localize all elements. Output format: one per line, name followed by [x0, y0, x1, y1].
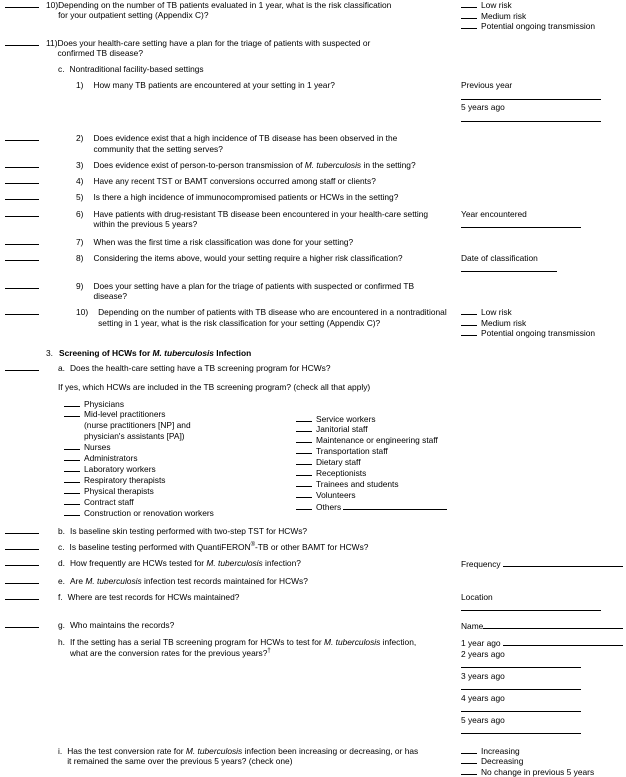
checkitem-service-workers[interactable] [296, 414, 626, 425]
answer-blank[interactable] [0, 281, 46, 291]
option-label: Potential ongoing transmission [481, 21, 596, 31]
organism-name: M. tuberculosis [85, 575, 142, 586]
answer-3-years-ago[interactable] [461, 671, 626, 693]
section-title [53, 348, 461, 358]
answer-5-years-ago[interactable] [461, 715, 626, 737]
checkbox-line[interactable] [461, 328, 477, 336]
answer-blank[interactable] [0, 542, 46, 552]
checkbox-line[interactable] [64, 475, 80, 483]
question-text [83, 281, 461, 302]
checkitem-construction-or-renovation-workers[interactable] [64, 508, 296, 519]
answer-blank[interactable] [0, 592, 46, 602]
question-text [65, 637, 461, 658]
checkitem-others[interactable] [296, 501, 626, 513]
answer-5-years-ago[interactable] [461, 102, 626, 124]
answer-line[interactable] [503, 558, 623, 567]
checkbox-line[interactable] [64, 399, 80, 407]
question-row [0, 307, 626, 339]
answer-blank[interactable] [0, 209, 46, 219]
option-potential-ongoing-transmission[interactable] [461, 21, 626, 32]
question-letter: g. [58, 619, 65, 630]
question-text [83, 160, 461, 170]
question-number: 1) [76, 80, 84, 91]
answer-date-of-classification[interactable] [461, 253, 626, 275]
answer-label: Year encountered [461, 208, 527, 219]
subsection-heading-c [0, 64, 626, 74]
blank-line[interactable] [5, 576, 39, 584]
option-potential-ongoing-transmission[interactable] [461, 328, 626, 339]
checkbox-line[interactable] [296, 457, 312, 465]
checkbox-line[interactable] [296, 490, 312, 498]
checkitem-transportation-staff[interactable] [296, 446, 626, 457]
option-label: Increasing [481, 745, 520, 756]
checkbox-line[interactable] [64, 464, 80, 472]
question-text-line2: it remained the same over the previous 5 years? (check one) [67, 756, 293, 767]
question-text-line2: what are the conversion rates for the previous years? [70, 647, 268, 658]
option-label: Medium risk [481, 317, 527, 328]
question-text-line2: confirmed TB disease? [57, 47, 143, 58]
blank-line[interactable] [5, 253, 39, 261]
no-blank [0, 348, 46, 358]
question-number: 9) [76, 280, 84, 291]
checkbox-line[interactable] [461, 767, 477, 775]
answer-label: Location [461, 591, 493, 602]
answer-blank[interactable] [0, 307, 46, 317]
answer-label: 2 years ago [461, 648, 505, 659]
option-decreasing[interactable] [461, 756, 626, 767]
answer-year-encountered[interactable] [461, 209, 626, 231]
checkbox-line[interactable] [296, 479, 312, 487]
question-row [0, 637, 626, 737]
question-row [0, 620, 626, 632]
answer-blank[interactable] [0, 526, 46, 536]
question-number: 10) [76, 307, 89, 318]
checkitem-volunteers[interactable] [296, 490, 626, 501]
checkbox-line[interactable] [296, 424, 312, 432]
question-letter: e. [58, 575, 65, 586]
question-row [0, 192, 626, 202]
question-text: When was the first time a risk classification was done for your setting? [93, 236, 354, 247]
checkitem-label: Respiratory therapists [84, 474, 166, 485]
answer-line[interactable] [503, 637, 623, 646]
checkbox-line[interactable] [296, 502, 312, 510]
answer-line[interactable] [461, 659, 581, 668]
checkitem-laboratory-workers[interactable] [64, 464, 296, 475]
question-text: Is there a high incidence of immunocompromised patients or HCWs in the setting? [93, 192, 399, 203]
question-row [0, 38, 626, 59]
blank-line[interactable] [5, 237, 39, 245]
answer-2-years-ago[interactable] [461, 649, 626, 671]
question-text [58, 0, 461, 21]
organism-name: M. tuberculosis [324, 637, 381, 648]
checkitem-label: Laboratory workers [84, 464, 156, 475]
checkitem-label: Physical therapists [84, 485, 154, 496]
question-number: 11) [46, 37, 58, 48]
checkbox-line[interactable] [461, 307, 477, 315]
blank-line[interactable] [5, 176, 39, 184]
option-low-risk[interactable] [461, 0, 626, 11]
footnote-marker: † [267, 647, 271, 654]
option-label: Low risk [481, 0, 512, 10]
question-text-part: Does evidence exist of person-to-person transmission of [93, 159, 305, 170]
checkbox-line[interactable] [296, 446, 312, 454]
question-text-part: infection been increasing or decreasing, or has [242, 745, 419, 756]
blank-line[interactable] [5, 133, 39, 141]
hcw-checklist-column-2 [296, 399, 626, 519]
answer-label: Name [461, 620, 484, 631]
answer-blank[interactable] [0, 38, 46, 48]
answer-line[interactable] [461, 602, 601, 611]
checkitem-mid-level-practitioners[interactable]: Mid-level practitioners (nurse practitioners [NP] and physician's assistants [PA]) [64, 409, 296, 442]
checkitem-label: Maintenance or engineering staff [316, 435, 438, 446]
others-answer-line[interactable] [343, 501, 447, 510]
blank-line[interactable] [5, 542, 39, 550]
answer-options [461, 307, 626, 339]
option-increasing[interactable] [461, 746, 626, 757]
checkbox-line[interactable] [461, 0, 477, 8]
question-text-line1: Have patients with drug-resistant TB disease been encountered in your health-care setting [93, 208, 429, 219]
question-row [0, 576, 626, 586]
question-text: Considering the items above, would your setting require a higher risk classification? [93, 252, 403, 263]
checkitem-label: Contract staff [84, 496, 134, 507]
question-text-line2: within the previous 5 years? [93, 218, 198, 229]
question-text-line1: Does your health-care setting have a plan for the triage of patients with suspected or [57, 37, 371, 48]
question-text [83, 133, 461, 154]
checkbox-line[interactable] [461, 756, 477, 764]
organism-name: M. tuberculosis [152, 347, 214, 358]
question-letter: d. [58, 558, 65, 569]
option-no-change[interactable] [461, 767, 626, 777]
question-text-part: Is baseline testing performed with QuantiFERON [69, 541, 251, 552]
question-letter: i. [58, 745, 63, 756]
question-text-part: Has the test conversion rate for [67, 745, 186, 756]
answer-blank[interactable] [0, 160, 46, 170]
question-text-line2: setting in 1 year, what is the risk classification for your setting (Appendix C)? [98, 317, 381, 328]
section-title-part: Infection [213, 347, 252, 358]
section-title-part: Screening of HCWs for [59, 347, 153, 358]
question-number: 10) [46, 0, 59, 10]
hcw-checklist [0, 399, 626, 519]
registered-mark: ® [250, 542, 256, 549]
answer-blank[interactable] [0, 576, 46, 586]
question-text-line1: Does evidence exist that a high incidence of TB disease has been observed in the [93, 133, 398, 144]
followup-text: If yes, which HCWs are included in the TB screening program? (check all that apply) [58, 382, 371, 393]
checkitem-trainees-and-students[interactable] [296, 479, 626, 490]
answer-label: Frequency [461, 559, 501, 570]
option-label: Low risk [481, 307, 512, 318]
blank-line[interactable] [5, 209, 39, 217]
question-text: Have any recent TST or BAMT conversions occurred among staff or clients? [93, 176, 376, 186]
checkitem-label: Transportation staff [316, 446, 388, 457]
answer-line[interactable] [461, 219, 581, 228]
question-letter: f. [58, 591, 63, 602]
organism-name: M. tuberculosis [206, 558, 263, 569]
blank-line[interactable] [5, 526, 39, 534]
checkbox-line[interactable] [296, 468, 312, 476]
section-heading-3 [0, 348, 626, 358]
checkitem-label: Administrators [84, 453, 138, 464]
question-text [62, 746, 461, 767]
blank-line[interactable] [5, 281, 39, 289]
checkbox-line[interactable] [64, 409, 80, 417]
question-text: Who maintains the records? [70, 619, 175, 630]
answer-location[interactable] [461, 592, 626, 614]
answer-blank[interactable] [0, 237, 46, 247]
question-row [0, 0, 626, 32]
question-row [0, 281, 626, 302]
organism-name: M. tuberculosis [304, 159, 362, 170]
answer-blank[interactable] [0, 620, 46, 630]
checkbox-line[interactable] [461, 318, 477, 326]
blank-line[interactable] [5, 0, 39, 8]
question-text-part: infection, [380, 637, 417, 648]
question-letter: a. [58, 363, 65, 373]
answer-years [461, 637, 626, 737]
answer-options [461, 746, 626, 777]
answer-line[interactable] [461, 113, 601, 122]
checkbox-line[interactable] [64, 508, 80, 516]
question-text-part: If the setting has a serial TB screening program for HCWs to test for [70, 637, 324, 648]
subsection-letter: c. [58, 64, 65, 74]
checkitem-label: Receptionists [316, 468, 367, 479]
question-row [0, 160, 626, 170]
checkitem-label: Others [316, 501, 342, 512]
question-text-part: infection test records maintained for HCWs? [141, 575, 308, 586]
answer-blank[interactable] [0, 363, 46, 373]
blank-line[interactable] [5, 363, 39, 371]
checkitem-label: Janitorial staff [316, 424, 368, 435]
checkbox-line[interactable] [461, 746, 477, 754]
question-row [0, 542, 626, 552]
checkitem-janitorial-staff[interactable] [296, 424, 626, 435]
blank-line[interactable] [5, 307, 39, 315]
answer-line[interactable] [461, 263, 557, 272]
hcw-checklist-column-1 [64, 399, 296, 519]
answer-label: Previous year [461, 80, 513, 91]
checkitem-label: Trainees and students [316, 479, 399, 490]
question-row [0, 363, 626, 373]
answer-line[interactable] [461, 725, 581, 734]
blank-line[interactable] [5, 160, 39, 168]
question-text [83, 209, 461, 230]
answer-blank[interactable] [0, 192, 46, 202]
question-text [65, 576, 461, 586]
checkbox-line[interactable] [64, 486, 80, 494]
answer-blank[interactable] [0, 253, 46, 263]
answer-name[interactable] [461, 620, 626, 632]
question-row [0, 592, 626, 614]
question-row [0, 133, 626, 154]
checkitem-label: Service workers [316, 413, 376, 424]
checkitem-administrators[interactable] [64, 453, 296, 464]
question-row [0, 526, 626, 536]
checkitem-nurses[interactable] [64, 442, 296, 453]
checkitem-dietary-staff[interactable] [296, 457, 626, 468]
answer-line[interactable] [461, 681, 581, 690]
checkitem-label: Nurses [84, 442, 111, 453]
checkitem-label: Construction or renovation workers [84, 507, 214, 518]
answer-blank[interactable] [0, 133, 46, 143]
subsection-label: Nontraditional facility-based settings [69, 64, 204, 74]
checkitem-physicians[interactable] [64, 399, 296, 410]
question-letter: b. [58, 525, 65, 536]
checkbox-line[interactable] [296, 435, 312, 443]
question-number: 4) [76, 176, 84, 186]
checkbox-line[interactable] [64, 497, 80, 505]
checkitem-contract-staff[interactable] [64, 497, 296, 508]
question-row [0, 237, 626, 247]
question-number: 2) [76, 133, 84, 144]
question-text-line2: for your outpatient setting (Appendix C)? [58, 10, 209, 21]
answer-options [461, 0, 626, 32]
answer-options [461, 80, 626, 124]
answer-frequency[interactable] [461, 558, 626, 570]
question-text: How many TB patients are encountered at your setting in 1 year? [93, 80, 335, 91]
followup-row [0, 382, 626, 392]
blank-line[interactable] [5, 620, 39, 628]
answer-label: Date of classification [461, 252, 538, 263]
answer-blank[interactable] [0, 176, 46, 186]
answer-1-year-ago[interactable] [461, 637, 626, 649]
checkbox-line[interactable] [461, 21, 477, 29]
question-row [0, 253, 626, 275]
question-text: Is baseline skin testing performed with two-step TST for HCWs? [70, 525, 308, 536]
checkitem-physical-therapists[interactable] [64, 486, 296, 497]
answer-line[interactable] [483, 620, 623, 629]
question-row [0, 558, 626, 570]
no-blank [0, 399, 46, 519]
checkitem-maintenance-or-engineering-staff[interactable] [296, 435, 626, 446]
question-number: 6) [76, 208, 84, 219]
checkbox-line[interactable] [64, 453, 80, 461]
answer-label: 1 year ago [461, 638, 501, 649]
question-number: 5) [76, 192, 84, 203]
answer-blank[interactable] [0, 558, 46, 568]
section-number: 3. [46, 347, 53, 358]
question-letter: c. [58, 541, 65, 552]
option-label: Potential ongoing transmission [481, 328, 596, 339]
question-text-line2: disease? [93, 291, 127, 301]
question-number: 3) [76, 159, 84, 170]
answer-label: 4 years ago [461, 692, 505, 703]
checkitem-respiratory-therapists[interactable] [64, 475, 296, 486]
question-letter: h. [58, 637, 65, 648]
blank-line[interactable] [5, 558, 39, 566]
checkitem-label: Volunteers [316, 489, 356, 500]
option-label: No change in previous 5 years [481, 766, 595, 777]
question-text [65, 542, 461, 552]
question-number: 8) [76, 252, 84, 263]
question-row [0, 176, 626, 186]
question-text [57, 38, 461, 59]
question-text-part: in the setting? [361, 159, 416, 170]
blank-line[interactable] [5, 192, 39, 200]
answer-area [461, 348, 626, 358]
answer-label: 3 years ago [461, 670, 505, 681]
checkbox-line[interactable] [296, 414, 312, 422]
checkitem-label: Dietary staff [316, 457, 361, 468]
checkitem-receptionists[interactable] [296, 468, 626, 479]
question-text-part: Are [70, 575, 86, 586]
question-row [0, 209, 626, 231]
organism-name: M. tuberculosis [185, 745, 243, 756]
checkitem-label: Physicians [84, 398, 125, 409]
question-text-part: -TB or other BAMT for HCWs? [255, 541, 369, 552]
question-row [0, 746, 626, 777]
question-text: Where are test records for HCWs maintained? [67, 591, 240, 602]
question-text-part: How frequently are HCWs tested for [70, 558, 207, 569]
option-label: Decreasing [481, 756, 524, 767]
question-text-line2: community that the setting serves? [93, 143, 223, 154]
question-text-line1: Does your setting have a plan for the triage of patients with suspected or confirmed TB [93, 280, 415, 291]
question-text [65, 558, 461, 568]
answer-4-years-ago[interactable] [461, 693, 626, 715]
question-text [88, 307, 461, 328]
question-row [0, 80, 626, 124]
answer-label: 5 years ago [461, 102, 505, 113]
answer-line[interactable] [461, 91, 601, 100]
question-text-line1: Depending on the number of TB patients evaluated in 1 year, what is the risk classification [58, 0, 392, 10]
option-medium-risk[interactable] [461, 318, 626, 329]
question-text-part: infection? [262, 558, 301, 569]
question-text: Does the health-care setting have a TB screening program for HCWs? [70, 363, 331, 373]
answer-blank[interactable] [0, 0, 46, 10]
blank-line[interactable] [5, 38, 39, 46]
answer-label: 5 years ago [461, 714, 505, 725]
question-text-line1: Depending on the number of patients with TB disease who are encountered in a nontraditional [98, 307, 447, 318]
option-medium-risk[interactable] [461, 11, 626, 22]
checkbox-line[interactable] [64, 442, 80, 450]
option-label: Medium risk [481, 10, 527, 21]
blank-line[interactable] [5, 592, 39, 600]
checkbox-line[interactable] [461, 11, 477, 19]
option-low-risk[interactable] [461, 307, 626, 318]
question-number: 7) [76, 236, 84, 247]
answer-previous-year[interactable] [461, 80, 626, 102]
